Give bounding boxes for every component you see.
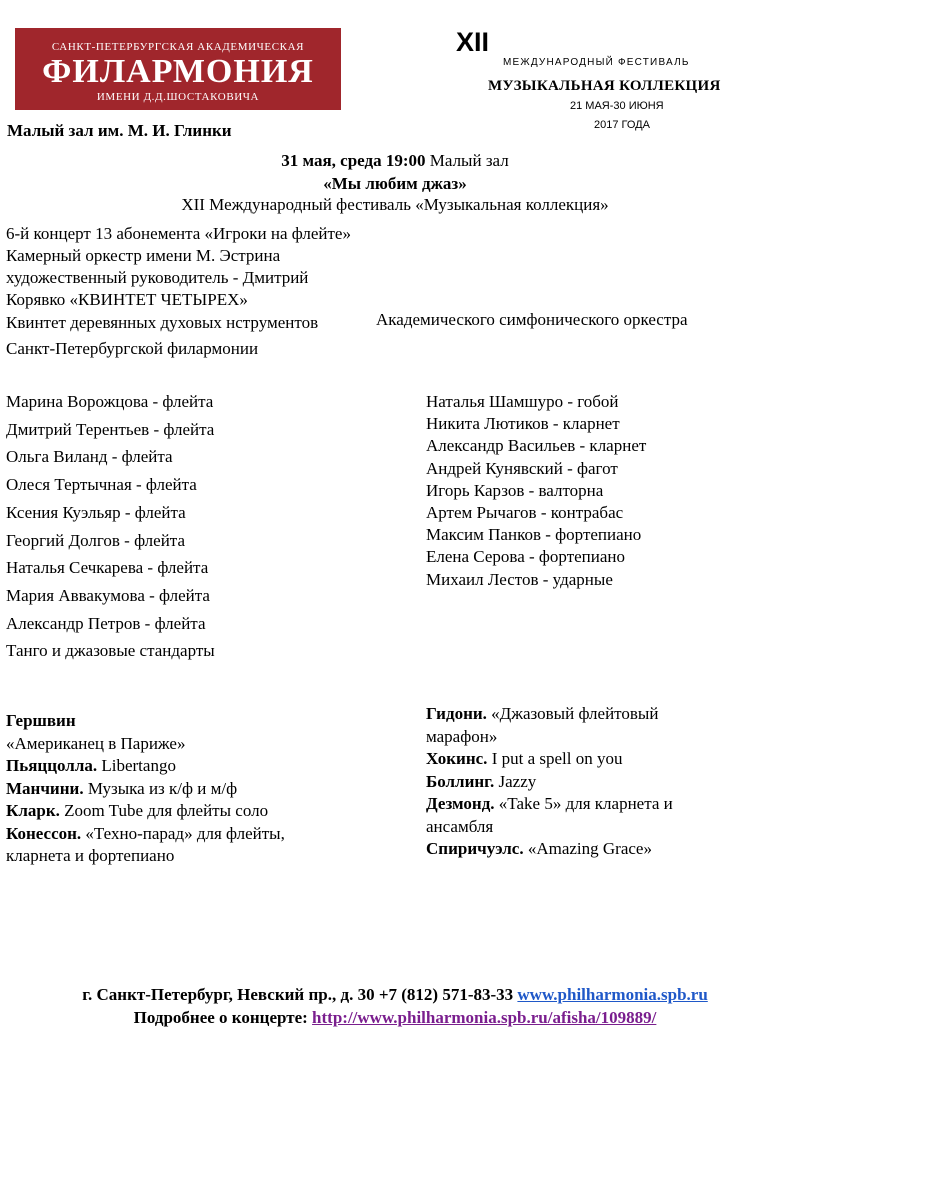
composer: Спиричуэлс. <box>426 839 524 858</box>
list-item: Наталья Шамшуро - гобой <box>426 392 619 411</box>
program-item <box>6 823 285 846</box>
list-item: Александр Васильев - кларнет <box>426 436 647 456</box>
logo-line2: ФИЛАРМОНИЯ <box>42 53 314 90</box>
list-item: Михаил Лестов - ударные <box>426 569 613 589</box>
program-left <box>6 710 285 868</box>
program-item <box>426 703 673 726</box>
composer: Гершвин <box>6 711 76 730</box>
program-item <box>6 755 285 778</box>
work: «Джазовый флейтовый <box>486 704 659 723</box>
site-link[interactable]: www.philharmonia.spb.ru <box>517 985 708 1004</box>
composer: Кларк. <box>6 801 60 820</box>
composer: Пьяццолла. <box>6 756 98 775</box>
performers-right-list <box>426 392 826 592</box>
list-item: Дмитрий Терентьев - флейта <box>6 419 215 439</box>
composer: Дезмонд. <box>426 794 495 813</box>
program-item <box>426 771 673 794</box>
description-line: Камерный оркестр имени М. Эстрина <box>6 246 281 265</box>
description-line: Академического симфонического оркестра <box>376 310 688 329</box>
festival-number: XII <box>456 27 490 57</box>
festival-label: МЕЖДУНАРОДНЫЙ ФЕСТИВАЛЬ <box>503 57 690 68</box>
performers-left-list <box>6 392 406 672</box>
description-line: Корявко «КВИНТЕТ ЧЕТЫРЕХ» <box>6 290 248 309</box>
work: «Американец в Париже» <box>6 733 186 753</box>
work: Jazzy <box>494 771 537 791</box>
list-item: Наталья Сечкарева - флейта <box>6 558 209 578</box>
list-item: Марина Ворожцова - флейта <box>6 392 214 411</box>
description-line: Санкт-Петербургской филармонии <box>6 339 259 358</box>
list-item: Ольга Виланд - флейта <box>6 447 173 467</box>
festival-name: МУЗЫКАЛЬНАЯ КОЛЛЕКЦИЯ <box>488 78 721 94</box>
philharmonia-logo <box>15 28 341 110</box>
work: Libertango <box>97 756 176 775</box>
list-item: Елена Серова - фортепиано <box>426 547 626 567</box>
hall-name: Малый зал им. М. И. Глинки <box>7 121 232 140</box>
festival-dates: 21 МАЯ-30 ИЮНЯ <box>570 100 664 112</box>
list-item: Артем Рычагов - контрабас <box>426 503 624 522</box>
list-item: Игорь Карзов - валторна <box>426 480 604 500</box>
list-item: Никита Лютиков - кларнет <box>426 414 620 434</box>
list-item: Мария Аввакумова - флейта <box>6 585 210 605</box>
concert-link[interactable]: http://www.philharmonia.spb.ru/afisha/109889/ <box>312 1008 657 1027</box>
list-item: Андрей Кунявский - фагот <box>426 458 618 478</box>
list-item: Георгий Долгов - флейта <box>6 530 185 550</box>
list-item: Танго и джазовые стандарты <box>6 641 215 661</box>
list-item: Ксения Куэльяр - флейта <box>6 502 186 522</box>
festival-year: 2017 ГОДА <box>594 119 650 131</box>
composer: Манчини. <box>6 778 84 798</box>
festival-line: XII Международный фестиваль «Музыкальная коллекция» <box>181 195 609 214</box>
work: кларнета и фортепиано <box>6 846 175 865</box>
list-item: Максим Панков - фортепиано <box>426 525 642 545</box>
footer-address: г. Санкт-Петербург, Невский пр., д. 30 +7 (812) 571-83-33 <box>82 985 518 1004</box>
program-item <box>6 800 285 823</box>
composer: Хокинс. <box>426 749 488 768</box>
more-label: Подробнее о концерте: <box>133 1008 313 1027</box>
composer: Боллинг. <box>426 771 495 791</box>
program-item <box>6 778 285 801</box>
footer-address-line <box>0 985 790 1005</box>
work: «Amazing Grace» <box>523 839 652 858</box>
composer: Гидони. <box>426 704 487 723</box>
logo-line1: САНКТ-ПЕТЕРБУРГСКАЯ АКАДЕМИЧЕСКАЯ <box>51 41 305 53</box>
description-line: художественный руководитель - Дмитрий <box>6 268 309 287</box>
program-right <box>426 703 673 861</box>
list-item: Александр Петров - флейта <box>6 613 206 633</box>
footer-more-line <box>0 1008 790 1028</box>
work: «Take 5» для кларнета и <box>494 794 673 813</box>
work: Музыка из к/ф и м/ф <box>83 778 238 798</box>
event-venue: Малый зал <box>425 151 509 170</box>
work: «Техно-парад» для флейты, <box>81 823 285 843</box>
description-line: 6-й концерт 13 абонемента «Игроки на флейте» <box>6 224 351 243</box>
work: марафон» <box>426 726 498 746</box>
event-date: 31 мая, среда 19:00 <box>281 151 426 170</box>
work: ансамбля <box>426 816 494 836</box>
event-date-line <box>0 151 790 171</box>
program-item <box>426 748 673 771</box>
work: I put a spell on you <box>487 749 623 768</box>
description-line: Квинтет деревянных духовых нструментов <box>6 313 319 332</box>
program-item <box>426 793 673 816</box>
list-item: Олеся Тертычная - флейта <box>6 475 197 495</box>
concert-title: «Мы любим джаз» <box>323 174 467 193</box>
program-item <box>426 838 673 861</box>
work: Zoom Tube для флейты соло <box>59 801 269 820</box>
composer: Конессон. <box>6 823 82 843</box>
logo-line3: ИМЕНИ Д.Д.ШОСТАКОВИЧА <box>96 91 260 103</box>
